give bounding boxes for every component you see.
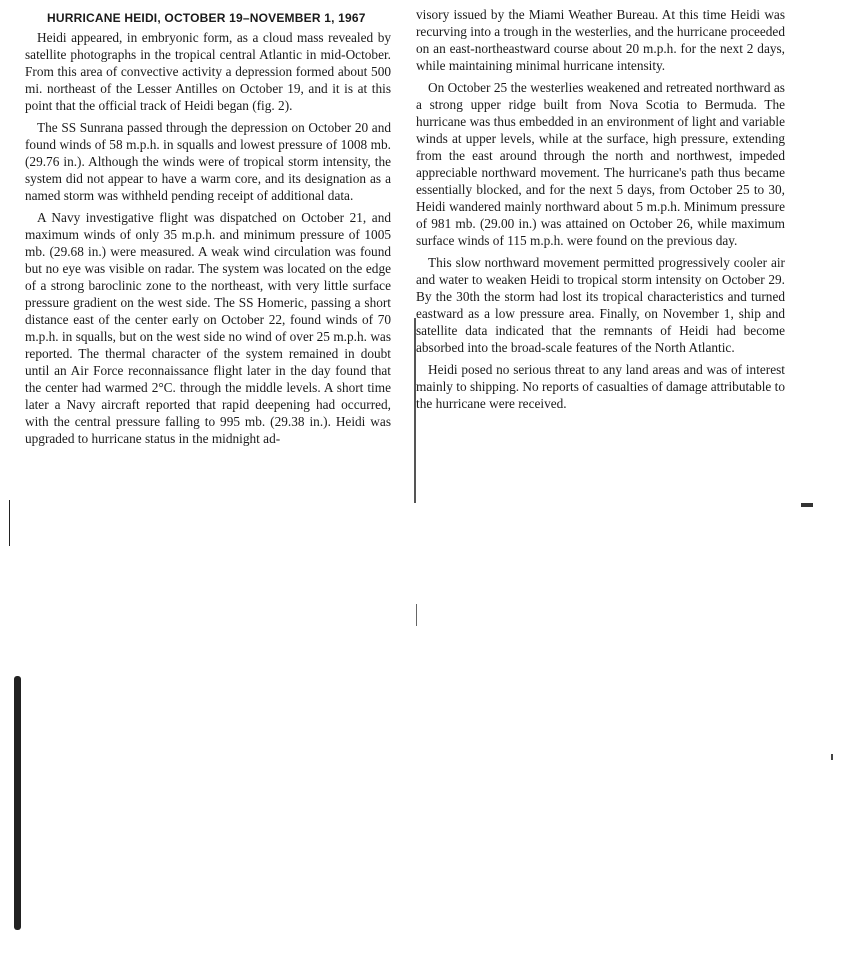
paragraph-formation: Heidi appeared, in embryonic form, as a cloud mass revealed by satellite photographs in the tropical central Atlantic in mid-October. From this area of convective activity a depression formed about 500 mi. northeast of the Lesser Antilles on October 19, and it is at this point that the official track of Heidi began (fig. 2).	[25, 30, 391, 113]
paragraph-blocked-path: On October 25 the westerlies weakened and retreated northward as a strong upper ridge built from Nova Scotia to Bermuda. The hurricane was thus embedded in an environment of light and variable winds at upper levels, while at the surface, high pressure, extending from the east around through the north and northwest, impeded appreciable northward movement. The hurricane's path thus became essentially blocked, and for the next 5 days, from October 25 to 30, Heidi wandered mainly northward about 5 m.p.h. Minimum pressure of 981 mb. (29.00 in.) was attained on October 26, while maximum surface winds of 115 m.p.h. were found on the previous day.	[416, 80, 785, 248]
scan-mark-right-column	[414, 318, 416, 503]
scan-mark-left-short	[9, 500, 10, 546]
right-column	[416, 6, 785, 417]
scan-mark-dot	[831, 754, 833, 760]
left-column	[25, 6, 391, 452]
scan-mark-arrow	[801, 503, 813, 507]
paragraph-sunrana: The SS Sunrana passed through the depression on October 20 and found winds of 58 m.p.h. in squalls and lowest pressure of 1008 mb. (29.76 in.). Although the winds were of tropical storm intensity, the system did not appear to have a warm core, and its designation as a named storm was withheld pending receipt of additional data.	[25, 120, 391, 203]
paragraph-advisory-continued: visory issued by the Miami Weather Bureau. At this time Heidi was recurving into a trough in the westerlies, and the hurricane proceeded on an east-northeastward course about 20 m.p.h. for the next 2 days, while maintaining minimal hurricane intensity.	[416, 7, 785, 73]
paragraph-weakening: This slow northward movement permitted progressively cooler air and water to weaken Heidi to tropical storm intensity on October 29. By the 30th the storm had lost its tropical characteristics and turned eastward as a low pressure area. Finally, on November 1, ship and satellite data indicated that the remnants of Heidi had become absorbed into the broad-scale features of the North Atlantic.	[416, 255, 785, 355]
scan-margin-bar	[14, 676, 21, 930]
paragraph-summary: Heidi posed no serious threat to any land areas and was of interest mainly to shipping. No reports of casualties of damage attributable to the hurricane were received.	[416, 362, 785, 411]
article-heading: HURRICANE HEIDI, OCTOBER 19–NOVEMBER 1, 1967	[47, 11, 366, 25]
paragraph-navy-flight: A Navy investigative flight was dispatched on October 21, and maximum winds of only 35 m.p.h. and minimum pressure of 1005 mb. (29.68 in.) were measured. A weak wind circulation was found but no eye was visible on radar. The system was located on the edge of a strong baroclinic zone to the northeast, with very little surface pressure gradient on the west side. The SS Homeric, passing a short distance east of the center early on October 22, found winds of 70 m.p.h. in squalls, but on the west side no wind of over 25 m.p.h. was reported. The thermal character of the system remained in doubt until an Air Force reconnaissance flight later in the day found that the center had warmed 2°C. through the middle levels. A short time later a Navy aircraft reported that rapid deepening had occurred, with the central pressure falling to 995 mb. (29.38 in.). Heidi was upgraded to hurricane status in the midnight ad-	[25, 210, 391, 446]
scan-mark-mid	[416, 604, 417, 626]
